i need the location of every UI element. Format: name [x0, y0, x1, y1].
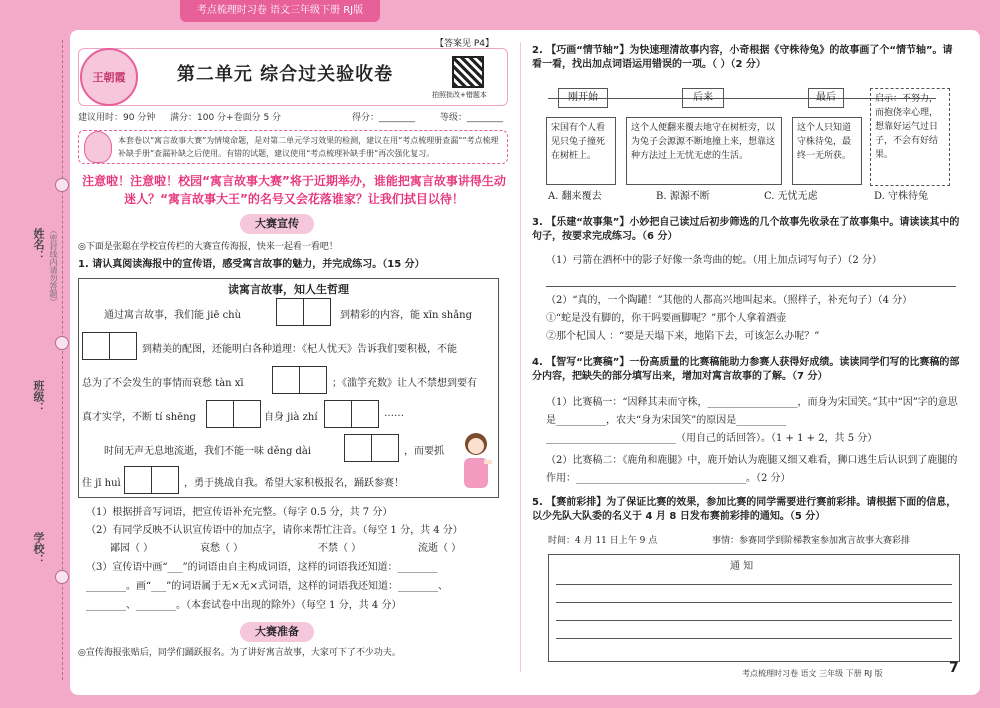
story-card: 这个人只知道守株待兔，最终一无所获。: [792, 117, 862, 185]
timeline-label: 刚开始: [558, 88, 608, 108]
meta-score: 满分：100 分+卷面分 5 分: [170, 113, 282, 123]
section-pill-prep: 大赛准备: [240, 622, 314, 642]
binding-hole: [55, 336, 69, 350]
q1-sub2: （2）有同学反映不认识宣传语中的加点字，请你来帮忙注音。（每空 1 分，共 4 分）: [86, 525, 463, 536]
meta-grade: 等级：________: [440, 113, 504, 123]
meta-time: 建议用时：90 分钟: [78, 113, 156, 123]
poster-line: 到精美的配图，还能明白各种道理：《杞人忧天》告诉我们要积极，不能: [142, 344, 457, 355]
writing-line[interactable]: [556, 620, 952, 621]
option-c[interactable]: C. 无忧无虑: [764, 191, 818, 202]
answer-grid[interactable]: [344, 434, 398, 462]
left-binding-strip: [0, 0, 70, 708]
q3-sub2b: ②那个杞国人 ：“要是天塌下来，地陷下去，可该怎么办呢？”: [546, 331, 820, 342]
poster-line: 住 jī huì: [82, 478, 121, 489]
question-2: 2. 【巧画“情节轴”】为快速理清故事内容，小奇根据《守株待兔》的故事画了个“情节轴”。请看一看，找出加点词语运用错误的一项。（ ）（2 分）: [532, 45, 953, 70]
q1-sub2-word[interactable]: 鄙园（ ）: [110, 543, 154, 554]
qr-code-icon[interactable]: [452, 56, 484, 88]
writing-line[interactable]: [556, 602, 952, 603]
writing-line[interactable]: [556, 584, 952, 585]
story-card: 这个人便翻来覆去地守在树桩旁，以为兔子会源源不断地撞上来，想靠这种方法过上无忧无虑的生活。: [626, 117, 782, 185]
school-label: 学校：: [32, 532, 45, 565]
poster-line: 到精彩的内容，能 xīn shǎng: [340, 310, 473, 321]
q1-sub1: （1）根据拼音写词语，把宣传语补充完整。（每字 0.5 分，共 7 分）: [86, 507, 393, 518]
story-card: 宋国有个人看见只兔子撞死在树桩上。: [546, 117, 616, 185]
poster-title: 读寓言故事，知人生哲理: [228, 283, 349, 296]
question-1: 1. 请认真阅读海报中的宣传语，感受寓言故事的魅力，并完成练习。（15 分）: [78, 259, 425, 270]
seal-note: （密封线内请勿答题）: [49, 226, 58, 306]
answer-grid[interactable]: [206, 400, 260, 428]
poster-line: 总为了不会发生的事情而衰愁 tàn xī: [82, 378, 244, 389]
poster-line: ；《滥竽充数》让人不禁想到要有: [332, 378, 477, 389]
section-pill-promo: 大赛宣传: [240, 214, 314, 234]
q4-sub2: （2）比赛稿二：《鹿角和鹿腿》中，鹿开始认为鹿腿又细又难看，狮口逃生后认识到了鹿腿的作用：__________________________________。（2 分）: [546, 455, 958, 484]
question-4: 4. 【智写“比赛稿”】一份高质量的比赛稿能助力参赛人获得好成绩。读读同学们写的比赛稿的部分内容，把缺失的部分填写出来，增加对寓言故事的了解。（7 分）: [532, 357, 960, 382]
answer-grid[interactable]: [82, 332, 136, 360]
answer-grid[interactable]: [124, 466, 178, 494]
q3-sub2a: ①“蛇是没有脚的，你干吗要画脚呢？”那个人拿着酒壶: [546, 313, 787, 324]
page-footer: 考点梳理时习卷 语文 三年级 下册 RJ 版: [742, 669, 883, 678]
answer-grid[interactable]: [276, 298, 330, 326]
q1-sub2-word[interactable]: 哀愁（ ）: [200, 543, 244, 554]
brand-logo: 王朝霞: [80, 48, 138, 106]
answer-reference: 【答案见 P4】: [435, 39, 495, 49]
timeline-label: 最后: [808, 88, 844, 108]
answer-line[interactable]: [546, 286, 956, 287]
q4-sub1: （1）比赛稿一：“因释其耒而守株，__________________，而身为宋国笑。”其中“因”字的意思是__________，农夫“身为宋国笑”的原因是__________: [546, 397, 958, 426]
q1-sub2-word[interactable]: 流逝（ ）: [418, 543, 462, 554]
name-label: 姓名：: [32, 228, 45, 261]
timeline-label: 后来: [682, 88, 724, 108]
page-title: 第二单元 综合过关验收卷: [176, 64, 394, 85]
q1-sub3c: ________、________。（本套试卷中出现的除外）（每空 1 分，共 4 分）: [86, 600, 402, 611]
poster-line: 时间无声无息地流逝，我们不能一味 děng dài: [104, 446, 312, 457]
top-banner: 考点梳理时习卷 语文三年级下册 RJ版: [180, 0, 380, 22]
moral-card: 启示：不努力，而抱侥幸心理，想靠好运气过日子，不会有好结果。: [870, 88, 950, 186]
binding-hole: [55, 570, 69, 584]
poster-line: 真才实学，不断 tí shēng: [82, 412, 196, 423]
poster-line: 自身 jià zhí: [264, 412, 318, 423]
question-3: 3. 【乐建“故事集”】小妙把自己读过后初步筛选的几个故事先收录在了故事集中。请读读其中的句子，按要求完成练习。（6 分）: [532, 217, 960, 242]
meta-got: 得分：________: [352, 113, 416, 123]
poster-line: ，而要抓: [404, 446, 444, 457]
section2-lead: ◎宣传海报张贴后，同学们踊跃报名。为了讲好寓言故事，大家可下了不少功夫。: [78, 648, 401, 658]
q3-sub2: （2）“真的，一个陶罐！”其他的人都高兴地叫起来。（照样子，补充句子）（4 分）: [546, 295, 913, 306]
notice-text: 注意啦！注意啦！校园“寓言故事大赛”将于近期举办，谁能把寓言故事讲得生动迷人？“寓言故事大王”的名号又会花落谁家？让我们拭目以待！: [82, 174, 506, 206]
poster-line: 通过寓言故事，我们能 jiē chù: [104, 310, 242, 321]
option-a[interactable]: A. 翻来覆去: [548, 191, 602, 202]
answer-grid[interactable]: [272, 366, 326, 394]
section1-lead: ◎下面是张聪在学校宣传栏的大赛宣传海报，快来一起看一看吧！: [78, 242, 338, 252]
answer-grid[interactable]: [324, 400, 378, 428]
qr-caption: 拍照批改+错题本: [432, 91, 487, 99]
poster-line: ……: [384, 408, 404, 419]
column-divider: [520, 42, 521, 672]
teacher-avatar-icon: [84, 131, 112, 163]
option-d[interactable]: D. 守株待兔: [874, 191, 929, 202]
q5-event: 事情：参赛同学到阶梯教室参加寓言故事大赛彩排: [712, 536, 911, 546]
class-label: 班级：: [32, 380, 45, 413]
seal-dash-line: [62, 40, 63, 680]
top-bar: [0, 0, 1000, 30]
q4-sub1b: __________________________（用自己的话回答）。（1 + 1 + 2，共 5 分）: [546, 433, 878, 444]
q1-sub3b: ________。画“___”的词语属于无×无×式词语，这样的词语我还知道：________、: [86, 581, 448, 592]
binding-hole: [55, 178, 69, 192]
q1-sub2-word[interactable]: 不禁（ ）: [318, 543, 362, 554]
writing-line[interactable]: [556, 638, 952, 639]
girl-illustration-icon: [456, 430, 496, 494]
q1-sub3a: （3）宣传语中画“___”的词语由自主构成词语，这样的词语我还知道：________: [86, 562, 438, 573]
q5-time: 时间：4 月 11 日上午 9 点: [548, 536, 658, 546]
notice-title: 通 知: [730, 561, 754, 572]
notice-writing-box[interactable]: [548, 554, 960, 662]
poster-line: ，勇于挑战自我。希望大家积极报名，踊跃参赛！: [184, 478, 404, 489]
question-5: 5. 【赛前彩排】为了保证比赛的效果，参加比赛的同学需要进行赛前彩排。请根据下面的信息，以少先队大队委的名义于 4 月 8 日发布赛前彩排的通知。（5 分）: [532, 497, 957, 522]
intro-text: 本套卷以“寓言故事大赛”为情境命题，是对第二单元学习效果的检测，建议在用“考点梳理册查漏”“考点梳理补缺手册”查漏补缺之后使用。有错的试题，建议使用“考点梳理补缺手册”再次强化复习。: [118, 136, 499, 158]
option-b[interactable]: B. 源源不断: [656, 191, 710, 202]
q3-sub1: （1）弓箭在酒杯中的影子好像一条弯曲的蛇。（用上加点词写句子）（2 分）: [546, 255, 882, 266]
page-number: 7: [949, 660, 959, 676]
